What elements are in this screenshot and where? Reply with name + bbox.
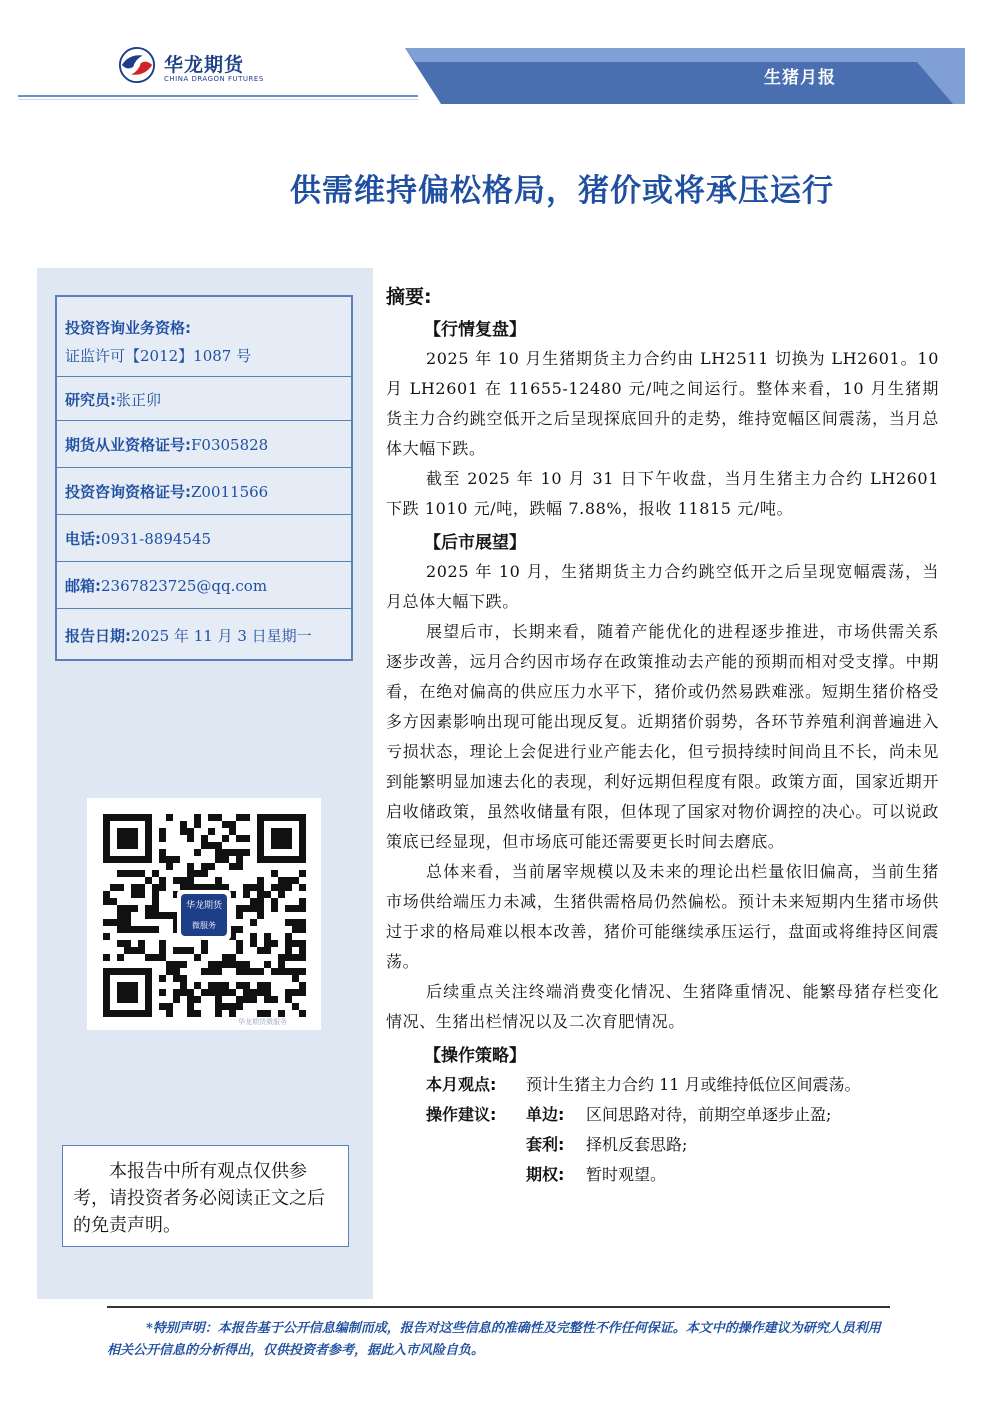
futures-cert-row bbox=[57, 421, 351, 468]
disclaimer-text: 本报告中所有观点仅供参考，请投资者务必阅读正文之后的免责声明。 bbox=[73, 1161, 325, 1236]
date-row bbox=[57, 609, 351, 659]
option-label: 期权: bbox=[526, 1165, 565, 1184]
review-heading: 【行情复盘】 bbox=[424, 320, 526, 340]
researcher-value: 张正卯 bbox=[116, 391, 162, 409]
review-paragraph-2: 截至 2025 年 10 月 31 日下午收盘，当月生猪主力合约 LH2601 下跌 1010 元/吨，跌幅 7.88%，报收 11815 元/吨。 bbox=[386, 469, 939, 518]
arb-label: 套利: bbox=[526, 1135, 565, 1154]
qr-logo-subtext: 微服务 bbox=[192, 921, 216, 930]
email-value[interactable]: 2367823725@qq.com bbox=[101, 577, 268, 595]
phone-label: 电话: bbox=[65, 530, 101, 548]
consult-cert-value: Z0011566 bbox=[191, 483, 269, 501]
arb-value: 择机反套思路; bbox=[586, 1135, 688, 1154]
strategy-heading: 【操作策略】 bbox=[424, 1046, 526, 1066]
footer-rule bbox=[107, 1306, 890, 1308]
qualification-value: 证监许可【2012】1087 号 bbox=[65, 347, 252, 365]
outlook-paragraph-1: 2025 年 10 月，生猪期货主力合约跳空低开之后呈现宽幅震荡，当月总体大幅下跌。 bbox=[386, 562, 939, 611]
phone-row bbox=[57, 515, 351, 562]
single-value: 区间思路对待，前期空单逐步止盈; bbox=[586, 1105, 832, 1124]
report-type-label: 生猪月报 bbox=[764, 68, 836, 88]
outlook-heading: 【后市展望】 bbox=[424, 533, 526, 553]
email-row bbox=[57, 562, 351, 609]
header-rule bbox=[18, 95, 418, 97]
strategy-view-row bbox=[386, 1070, 939, 1100]
strategy-arb-row bbox=[386, 1130, 939, 1160]
company-logo-icon bbox=[118, 46, 156, 84]
summary-heading: 摘要: bbox=[386, 286, 432, 308]
qr-caption: 华龙期货微服务 bbox=[238, 1018, 287, 1026]
strategy-single-row bbox=[386, 1100, 939, 1130]
futures-cert-label: 期货从业资格证号: bbox=[65, 436, 191, 454]
email-label: 邮箱: bbox=[65, 577, 101, 595]
view-label: 本月观点: bbox=[426, 1075, 497, 1094]
option-value: 暂时观望。 bbox=[586, 1165, 667, 1184]
company-name-en: CHINA DRAGON FUTURES bbox=[164, 75, 264, 83]
qr-code[interactable] bbox=[87, 798, 321, 1030]
strategy-option-row bbox=[386, 1160, 939, 1190]
single-label: 单边: bbox=[526, 1105, 565, 1124]
footer-disclaimer: *特别声明：本报告基于公开信息编制而成，报告对这些信息的准确性及完整性不作任何保证。本文中的操作建议为研究人员利用相关公开信息的分析得出，仅供投资者参考，据此入市风险自负。 bbox=[107, 1321, 881, 1358]
report-title: 供需维持偏松格局，猪价或将承压运行 bbox=[290, 173, 834, 209]
researcher-row bbox=[57, 377, 351, 421]
disclaimer-box bbox=[62, 1145, 349, 1247]
qualification-row bbox=[57, 297, 351, 377]
report-type-banner bbox=[405, 48, 965, 104]
date-label: 报告日期: bbox=[65, 627, 131, 645]
advice-label: 操作建议: bbox=[426, 1105, 497, 1124]
summary-section bbox=[386, 282, 939, 1190]
consult-cert-label: 投资咨询资格证号: bbox=[65, 483, 191, 501]
outlook-paragraph-3: 总体来看，当前屠宰规模以及未来的理论出栏量依旧偏高，当前生猪市场供给端压力未减，生猪供需格局仍然偏松。预计未来短期内生猪市场供过于求的格局难以根本改善，猪价可能继续承压运行，盘面或将维持区间震荡。 bbox=[386, 862, 939, 971]
review-paragraph-1: 2025 年 10 月生猪期货主力合约由 LH2511 切换为 LH2601。10 月 LH2601 在 11655-12480 元/吨之间运行。整体来看，10 月生猪期货主力合约跳空低开之后呈现探底回升的走势，维持宽幅区间震荡，当月总体大幅下跌。 bbox=[386, 349, 939, 458]
date-value: 2025 年 11 月 3 日星期一 bbox=[131, 627, 312, 645]
company-name: 华龙期货 bbox=[164, 54, 245, 76]
consult-cert-row bbox=[57, 468, 351, 515]
qualification-label: 投资咨询业务资格: bbox=[65, 319, 191, 337]
outlook-paragraph-2: 展望后市，长期来看，随着产能优化的进程逐步推进，市场供需关系逐步改善，远月合约因市场存在政策推动去产能的预期而相对受支撑。中期看，在绝对偏高的供应压力水平下，猪价或仍然易跌难涨。短期生猪价格受多方因素影响出现可能出现反复。近期猪价弱势，各环节养殖利润普遍进入亏损状态，理论上会促进行业产能去化，但亏损持续时间尚且不长，尚未见到能繁明显加速去化的表现，利好远期但程度有限。政策方面，国家近期开启收储政策，虽然收储量有限，但体现了国家对物价调控的决心。可以说政策底已经显现，但市场底可能还需要更长时间去磨底。 bbox=[386, 622, 939, 851]
qr-code-icon bbox=[87, 798, 321, 1030]
header-rule-thin bbox=[18, 99, 418, 100]
outlook-paragraph-4: 后续重点关注终端消费变化情况、生猪降重情况、能繁母猪存栏变化情况、生猪出栏情况以及二次育肥情况。 bbox=[386, 982, 939, 1031]
analyst-info-box bbox=[55, 295, 353, 661]
futures-cert-value: F0305828 bbox=[191, 436, 269, 454]
researcher-label: 研究员: bbox=[65, 391, 116, 409]
view-value: 预计生猪主力合约 11 月或维持低位区间震荡。 bbox=[526, 1075, 861, 1094]
qr-logo-text: 华龙期货 bbox=[185, 901, 223, 911]
phone-value[interactable]: 0931-8894545 bbox=[101, 530, 212, 548]
